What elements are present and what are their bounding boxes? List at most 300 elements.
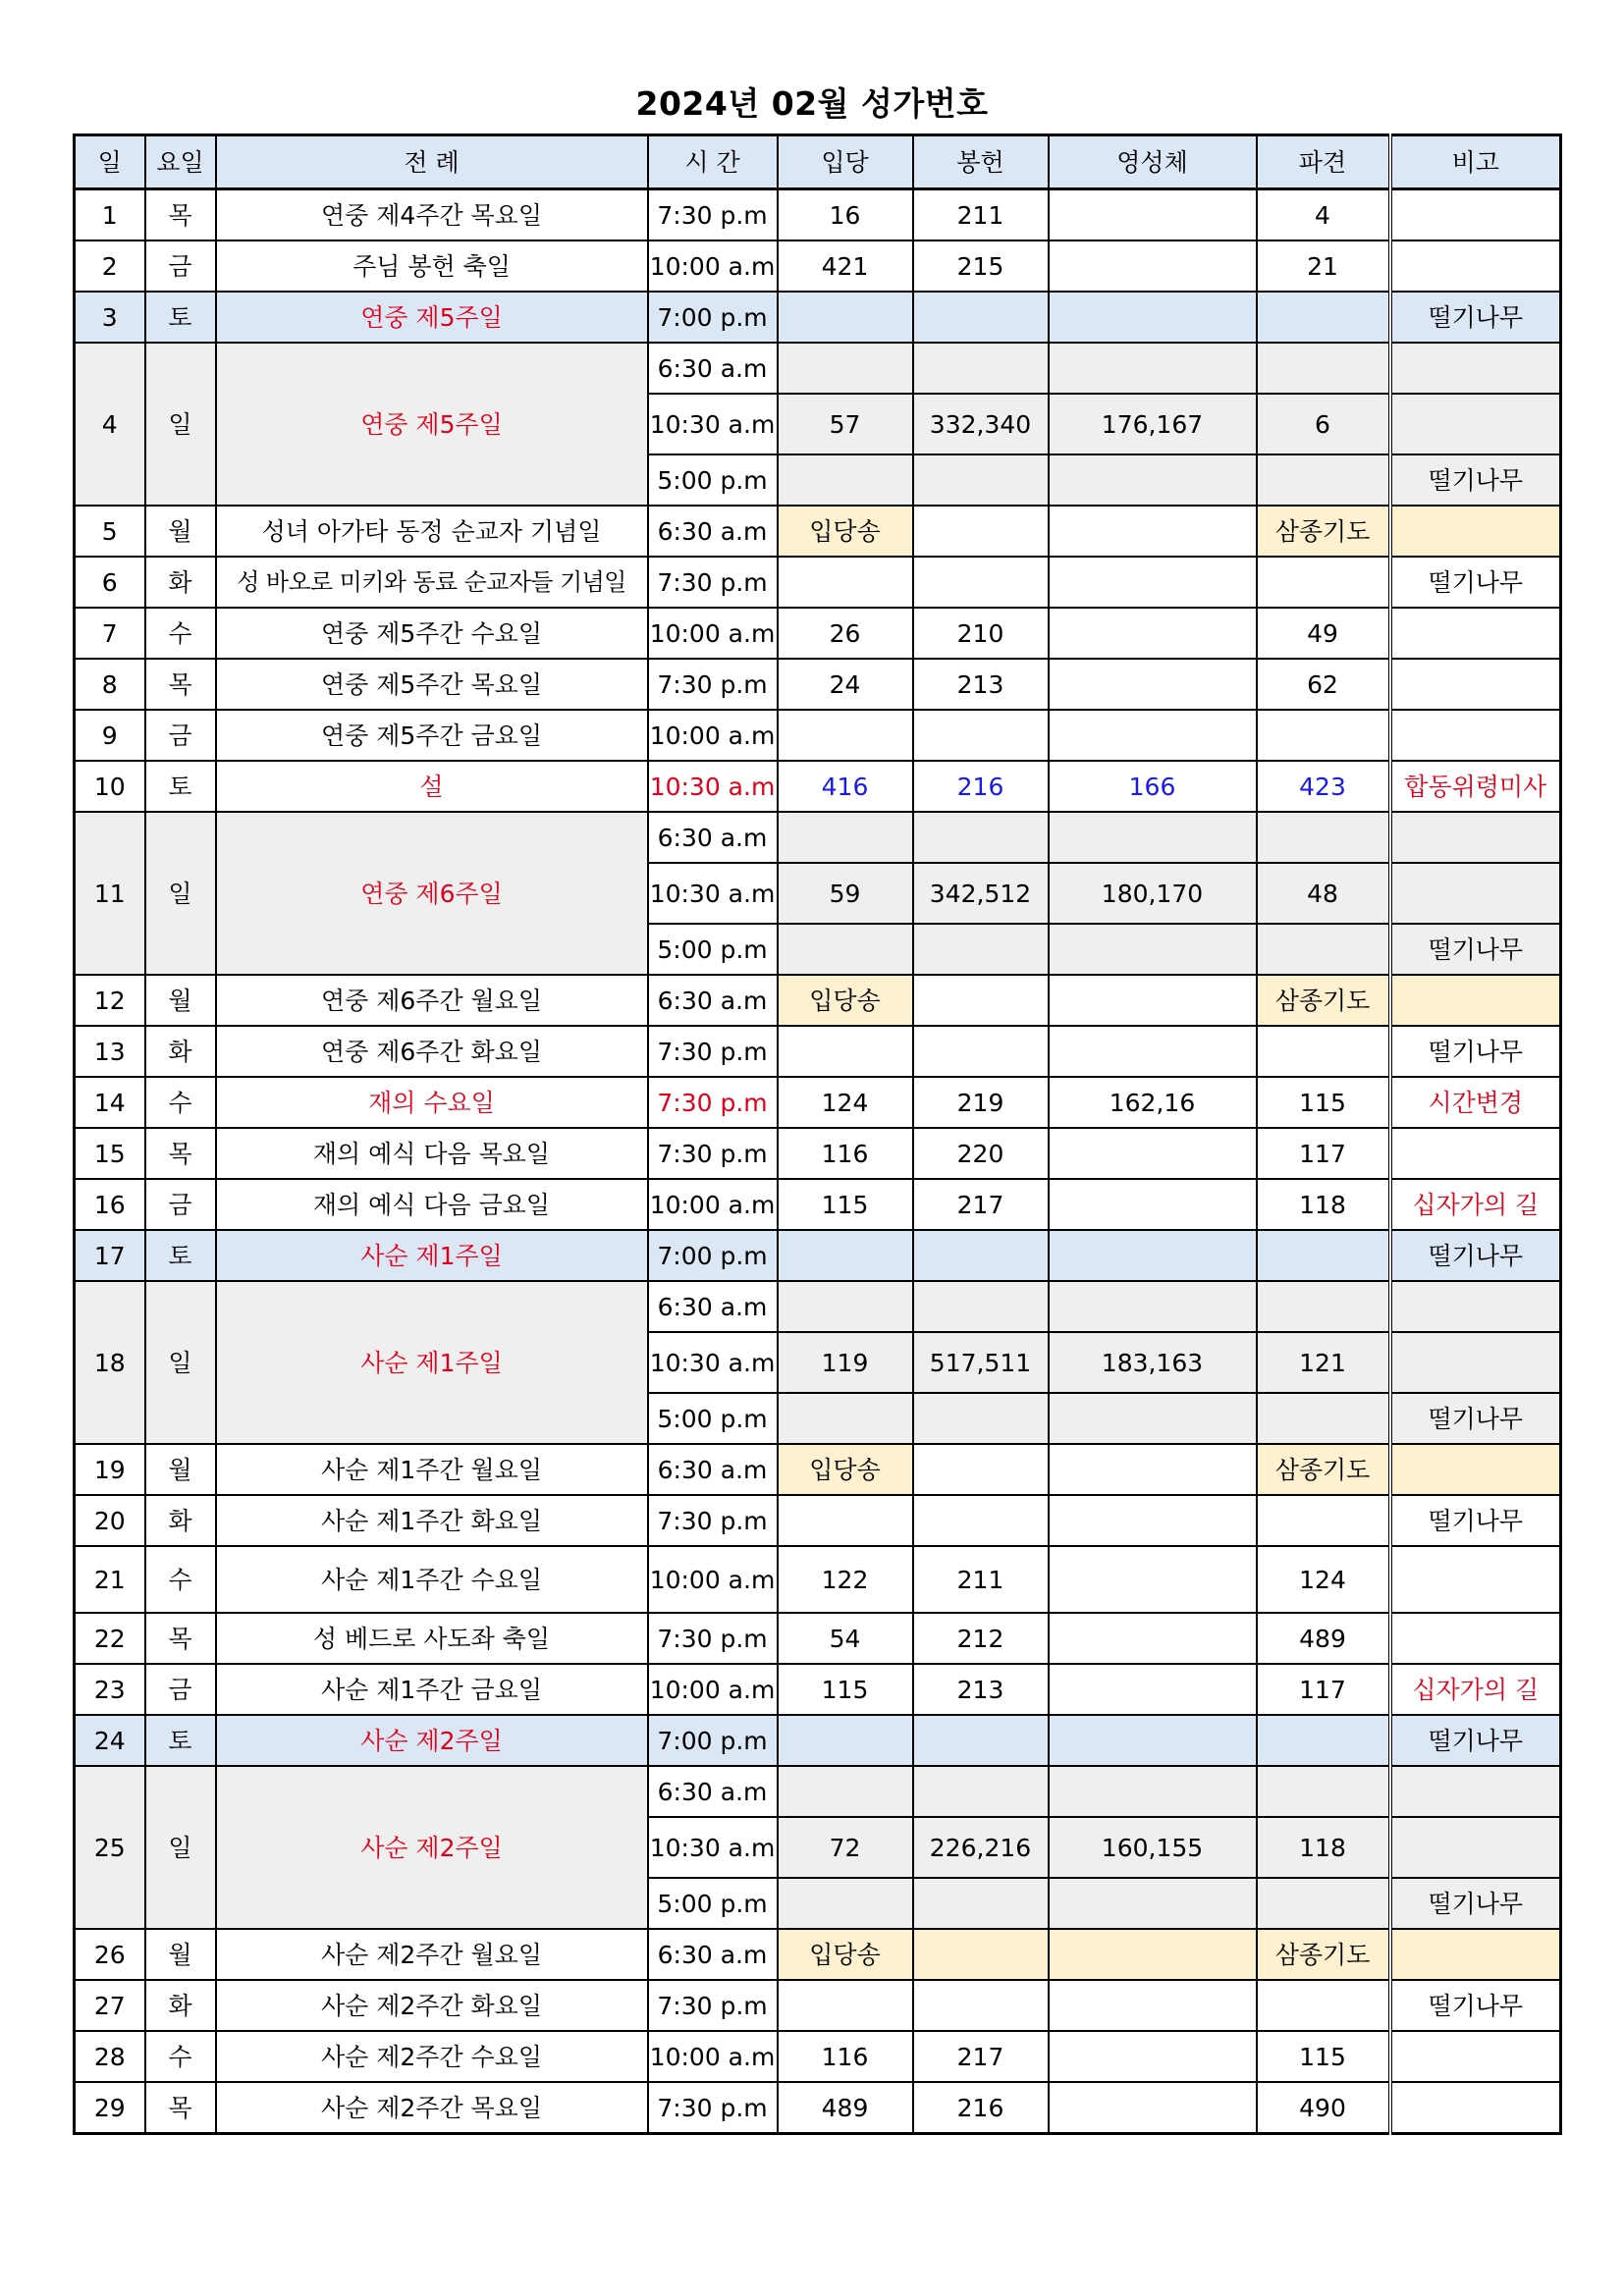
time-cell: 6:30 a.m bbox=[648, 812, 778, 863]
table-row bbox=[75, 812, 1561, 863]
note-cell bbox=[1390, 863, 1561, 924]
day-cell: 4 bbox=[75, 343, 145, 506]
weekday-cell: 금 bbox=[145, 1179, 216, 1230]
liturgy-name-cell: 주님 봉헌 축일 bbox=[216, 240, 648, 292]
time-cell: 7:30 p.m bbox=[648, 1495, 778, 1546]
weekday-cell: 목 bbox=[145, 2082, 216, 2134]
communion-hymn-cell bbox=[1049, 1393, 1257, 1444]
liturgy-name-cell: 성녀 아가타 동정 순교자 기념일 bbox=[216, 506, 648, 557]
offertory-hymn-cell: 215 bbox=[913, 240, 1049, 292]
dismissal-hymn-cell bbox=[1257, 454, 1390, 506]
entrance-hymn-cell: 116 bbox=[778, 2031, 913, 2082]
entrance-hymn-cell: 24 bbox=[778, 659, 913, 710]
time-cell: 6:30 a.m bbox=[648, 1929, 778, 1980]
note-cell: 떨기나무 bbox=[1390, 1026, 1561, 1077]
note-cell: 합동위령미사 bbox=[1390, 761, 1561, 812]
entrance-hymn-cell bbox=[778, 1766, 913, 1817]
liturgy-name-cell: 사순 제1주일 bbox=[216, 1230, 648, 1281]
weekday-cell: 토 bbox=[145, 292, 216, 343]
note-cell bbox=[1390, 2031, 1561, 2082]
offertory-hymn-cell bbox=[913, 343, 1049, 394]
weekday-cell: 수 bbox=[145, 1077, 216, 1128]
note-cell: 떨기나무 bbox=[1390, 1393, 1561, 1444]
time-cell: 7:30 p.m bbox=[648, 1077, 778, 1128]
communion-hymn-cell bbox=[1049, 506, 1257, 557]
communion-hymn-cell bbox=[1049, 240, 1257, 292]
entrance-hymn-cell bbox=[778, 1230, 913, 1281]
liturgy-name-cell: 연중 제5주간 목요일 bbox=[216, 659, 648, 710]
day-cell: 22 bbox=[75, 1613, 145, 1664]
note-cell bbox=[1390, 1766, 1561, 1817]
table-row bbox=[75, 2082, 1561, 2134]
dismissal-hymn-cell bbox=[1257, 1878, 1390, 1929]
table-row bbox=[75, 1444, 1561, 1495]
communion-hymn-cell bbox=[1049, 1546, 1257, 1613]
liturgy-name-cell: 연중 제5주일 bbox=[216, 343, 648, 506]
day-cell: 16 bbox=[75, 1179, 145, 1230]
time-cell: 10:30 a.m bbox=[648, 1817, 778, 1878]
entrance-hymn-cell: 입당송 bbox=[778, 975, 913, 1026]
day-cell: 24 bbox=[75, 1715, 145, 1766]
offertory-hymn-cell bbox=[913, 557, 1049, 608]
liturgy-name-cell: 사순 제2주간 월요일 bbox=[216, 1929, 648, 1980]
weekday-cell: 수 bbox=[145, 1546, 216, 1613]
communion-hymn-cell: 183,163 bbox=[1049, 1332, 1257, 1393]
table-row bbox=[75, 189, 1561, 241]
note-cell bbox=[1390, 1929, 1561, 1980]
offertory-hymn-cell bbox=[913, 924, 1049, 975]
schedule-body bbox=[75, 189, 1561, 2134]
table-row bbox=[75, 1766, 1561, 1817]
offertory-hymn-cell: 217 bbox=[913, 2031, 1049, 2082]
weekday-cell: 토 bbox=[145, 1230, 216, 1281]
weekday-cell: 수 bbox=[145, 2031, 216, 2082]
communion-hymn-cell bbox=[1049, 189, 1257, 241]
dismissal-hymn-cell: 423 bbox=[1257, 761, 1390, 812]
communion-hymn-cell bbox=[1049, 292, 1257, 343]
table-row bbox=[75, 1230, 1561, 1281]
entrance-hymn-cell: 119 bbox=[778, 1332, 913, 1393]
day-cell: 18 bbox=[75, 1281, 145, 1444]
note-cell bbox=[1390, 1128, 1561, 1179]
liturgy-name-cell: 성 바오로 미키와 동료 순교자들 기념일 bbox=[216, 557, 648, 608]
table-row bbox=[75, 1980, 1561, 2031]
table-row bbox=[75, 710, 1561, 761]
note-cell bbox=[1390, 1546, 1561, 1613]
dismissal-hymn-cell: 삼종기도 bbox=[1257, 1929, 1390, 1980]
time-cell: 10:00 a.m bbox=[648, 608, 778, 659]
table-row bbox=[75, 557, 1561, 608]
time-cell: 7:00 p.m bbox=[648, 1715, 778, 1766]
time-cell: 5:00 p.m bbox=[648, 1393, 778, 1444]
entrance-hymn-cell: 입당송 bbox=[778, 1929, 913, 1980]
weekday-cell: 토 bbox=[145, 1715, 216, 1766]
time-cell: 10:30 a.m bbox=[648, 394, 778, 454]
note-cell: 떨기나무 bbox=[1390, 1495, 1561, 1546]
time-cell: 6:30 a.m bbox=[648, 1444, 778, 1495]
entrance-hymn-cell bbox=[778, 1495, 913, 1546]
table-row bbox=[75, 608, 1561, 659]
communion-hymn-cell bbox=[1049, 659, 1257, 710]
day-cell: 28 bbox=[75, 2031, 145, 2082]
entrance-hymn-cell: 416 bbox=[778, 761, 913, 812]
time-cell: 6:30 a.m bbox=[648, 1281, 778, 1332]
entrance-hymn-cell: 입당송 bbox=[778, 1444, 913, 1495]
time-cell: 6:30 a.m bbox=[648, 506, 778, 557]
day-cell: 20 bbox=[75, 1495, 145, 1546]
dismissal-hymn-cell bbox=[1257, 710, 1390, 761]
liturgy-name-cell: 사순 제1주간 수요일 bbox=[216, 1546, 648, 1613]
entrance-hymn-cell bbox=[778, 812, 913, 863]
day-cell: 29 bbox=[75, 2082, 145, 2134]
time-cell: 5:00 p.m bbox=[648, 1878, 778, 1929]
day-cell: 23 bbox=[75, 1664, 145, 1715]
day-cell: 9 bbox=[75, 710, 145, 761]
dismissal-hymn-cell bbox=[1257, 1766, 1390, 1817]
day-cell: 26 bbox=[75, 1929, 145, 1980]
table-row bbox=[75, 2031, 1561, 2082]
communion-hymn-cell bbox=[1049, 2082, 1257, 2134]
weekday-cell: 일 bbox=[145, 343, 216, 506]
offertory-hymn-cell bbox=[913, 1929, 1049, 1980]
time-cell: 7:30 p.m bbox=[648, 1026, 778, 1077]
time-cell: 7:30 p.m bbox=[648, 1980, 778, 2031]
liturgy-name-cell: 연중 제5주간 수요일 bbox=[216, 608, 648, 659]
dismissal-hymn-cell: 삼종기도 bbox=[1257, 975, 1390, 1026]
weekday-cell: 월 bbox=[145, 975, 216, 1026]
liturgy-name-cell: 재의 예식 다음 금요일 bbox=[216, 1179, 648, 1230]
time-cell: 10:30 a.m bbox=[648, 863, 778, 924]
liturgy-name-cell: 사순 제2주일 bbox=[216, 1766, 648, 1929]
entrance-hymn-cell bbox=[778, 1980, 913, 2031]
dismissal-hymn-cell bbox=[1257, 1230, 1390, 1281]
entrance-hymn-cell bbox=[778, 924, 913, 975]
table-row bbox=[75, 1495, 1561, 1546]
weekday-cell: 월 bbox=[145, 1444, 216, 1495]
dismissal-hymn-cell: 117 bbox=[1257, 1128, 1390, 1179]
header-day: 일 bbox=[75, 135, 145, 189]
dismissal-hymn-cell bbox=[1257, 292, 1390, 343]
entrance-hymn-cell: 54 bbox=[778, 1613, 913, 1664]
time-cell: 10:00 a.m bbox=[648, 1664, 778, 1715]
liturgy-name-cell: 연중 제6주간 화요일 bbox=[216, 1026, 648, 1077]
weekday-cell: 목 bbox=[145, 1613, 216, 1664]
offertory-hymn-cell: 226,216 bbox=[913, 1817, 1049, 1878]
time-cell: 10:30 a.m bbox=[648, 761, 778, 812]
time-cell: 7:30 p.m bbox=[648, 189, 778, 241]
table-row bbox=[75, 506, 1561, 557]
note-cell bbox=[1390, 240, 1561, 292]
communion-hymn-cell bbox=[1049, 1281, 1257, 1332]
offertory-hymn-cell: 213 bbox=[913, 1664, 1049, 1715]
offertory-hymn-cell bbox=[913, 454, 1049, 506]
note-cell bbox=[1390, 189, 1561, 241]
day-cell: 17 bbox=[75, 1230, 145, 1281]
note-cell: 떨기나무 bbox=[1390, 557, 1561, 608]
note-cell: 십자가의 길 bbox=[1390, 1664, 1561, 1715]
time-cell: 7:30 p.m bbox=[648, 2082, 778, 2134]
communion-hymn-cell: 162,16 bbox=[1049, 1077, 1257, 1128]
day-cell: 8 bbox=[75, 659, 145, 710]
table-row bbox=[75, 1179, 1561, 1230]
offertory-hymn-cell: 217 bbox=[913, 1179, 1049, 1230]
communion-hymn-cell: 176,167 bbox=[1049, 394, 1257, 454]
offertory-hymn-cell bbox=[913, 1026, 1049, 1077]
offertory-hymn-cell: 332,340 bbox=[913, 394, 1049, 454]
note-cell bbox=[1390, 394, 1561, 454]
time-cell: 6:30 a.m bbox=[648, 975, 778, 1026]
note-cell bbox=[1390, 506, 1561, 557]
liturgy-name-cell: 재의 예식 다음 목요일 bbox=[216, 1128, 648, 1179]
communion-hymn-cell bbox=[1049, 1230, 1257, 1281]
offertory-hymn-cell bbox=[913, 1878, 1049, 1929]
note-cell bbox=[1390, 1613, 1561, 1664]
entrance-hymn-cell: 16 bbox=[778, 189, 913, 241]
note-cell bbox=[1390, 608, 1561, 659]
communion-hymn-cell bbox=[1049, 343, 1257, 394]
dismissal-hymn-cell: 62 bbox=[1257, 659, 1390, 710]
communion-hymn-cell bbox=[1049, 924, 1257, 975]
entrance-hymn-cell: 116 bbox=[778, 1128, 913, 1179]
offertory-hymn-cell: 213 bbox=[913, 659, 1049, 710]
communion-hymn-cell bbox=[1049, 1766, 1257, 1817]
note-cell bbox=[1390, 659, 1561, 710]
liturgy-name-cell: 사순 제1주간 화요일 bbox=[216, 1495, 648, 1546]
offertory-hymn-cell bbox=[913, 506, 1049, 557]
header-dismissal: 파견 bbox=[1257, 135, 1390, 189]
offertory-hymn-cell bbox=[913, 1281, 1049, 1332]
communion-hymn-cell bbox=[1049, 1179, 1257, 1230]
dismissal-hymn-cell bbox=[1257, 924, 1390, 975]
liturgy-name-cell: 사순 제1주간 금요일 bbox=[216, 1664, 648, 1715]
note-cell bbox=[1390, 1817, 1561, 1878]
dismissal-hymn-cell: 117 bbox=[1257, 1664, 1390, 1715]
table-row bbox=[75, 659, 1561, 710]
liturgy-name-cell: 연중 제4주간 목요일 bbox=[216, 189, 648, 241]
header-time: 시 간 bbox=[648, 135, 778, 189]
table-row bbox=[75, 292, 1561, 343]
time-cell: 5:00 p.m bbox=[648, 924, 778, 975]
dismissal-hymn-cell: 124 bbox=[1257, 1546, 1390, 1613]
note-cell: 떨기나무 bbox=[1390, 924, 1561, 975]
communion-hymn-cell bbox=[1049, 608, 1257, 659]
communion-hymn-cell bbox=[1049, 1495, 1257, 1546]
weekday-cell: 목 bbox=[145, 189, 216, 241]
dismissal-hymn-cell bbox=[1257, 1393, 1390, 1444]
communion-hymn-cell bbox=[1049, 1715, 1257, 1766]
dismissal-hymn-cell: 490 bbox=[1257, 2082, 1390, 2134]
weekday-cell: 일 bbox=[145, 1281, 216, 1444]
day-cell: 19 bbox=[75, 1444, 145, 1495]
entrance-hymn-cell: 489 bbox=[778, 2082, 913, 2134]
communion-hymn-cell bbox=[1049, 1878, 1257, 1929]
note-cell: 떨기나무 bbox=[1390, 1878, 1561, 1929]
table-row bbox=[75, 975, 1561, 1026]
weekday-cell: 화 bbox=[145, 1026, 216, 1077]
dismissal-hymn-cell bbox=[1257, 343, 1390, 394]
liturgy-name-cell: 사순 제2주간 화요일 bbox=[216, 1980, 648, 2031]
liturgy-name-cell: 사순 제2주간 목요일 bbox=[216, 2082, 648, 2134]
liturgy-name-cell: 연중 제6주일 bbox=[216, 812, 648, 975]
header-note: 비고 bbox=[1390, 135, 1561, 189]
offertory-hymn-cell: 211 bbox=[913, 189, 1049, 241]
offertory-hymn-cell bbox=[913, 292, 1049, 343]
time-cell: 10:00 a.m bbox=[648, 2031, 778, 2082]
time-cell: 6:30 a.m bbox=[648, 343, 778, 394]
time-cell: 7:00 p.m bbox=[648, 1230, 778, 1281]
liturgy-name-cell: 사순 제1주일 bbox=[216, 1281, 648, 1444]
table-row bbox=[75, 1715, 1561, 1766]
offertory-hymn-cell bbox=[913, 1444, 1049, 1495]
table-row bbox=[75, 240, 1561, 292]
entrance-hymn-cell: 59 bbox=[778, 863, 913, 924]
weekday-cell: 수 bbox=[145, 608, 216, 659]
dismissal-hymn-cell bbox=[1257, 1281, 1390, 1332]
note-cell bbox=[1390, 975, 1561, 1026]
dismissal-hymn-cell: 삼종기도 bbox=[1257, 506, 1390, 557]
weekday-cell: 화 bbox=[145, 1980, 216, 2031]
day-cell: 14 bbox=[75, 1077, 145, 1128]
weekday-cell: 화 bbox=[145, 557, 216, 608]
liturgy-name-cell: 사순 제2주간 수요일 bbox=[216, 2031, 648, 2082]
dismissal-hymn-cell: 115 bbox=[1257, 2031, 1390, 2082]
communion-hymn-cell bbox=[1049, 975, 1257, 1026]
dismissal-hymn-cell bbox=[1257, 1026, 1390, 1077]
entrance-hymn-cell bbox=[778, 1878, 913, 1929]
liturgy-name-cell: 연중 제6주간 월요일 bbox=[216, 975, 648, 1026]
dismissal-hymn-cell: 489 bbox=[1257, 1613, 1390, 1664]
day-cell: 10 bbox=[75, 761, 145, 812]
note-cell bbox=[1390, 710, 1561, 761]
time-cell: 7:30 p.m bbox=[648, 557, 778, 608]
dismissal-hymn-cell: 48 bbox=[1257, 863, 1390, 924]
communion-hymn-cell bbox=[1049, 1929, 1257, 1980]
entrance-hymn-cell bbox=[778, 343, 913, 394]
time-cell: 5:00 p.m bbox=[648, 454, 778, 506]
time-cell: 10:00 a.m bbox=[648, 1546, 778, 1613]
dismissal-hymn-cell: 118 bbox=[1257, 1817, 1390, 1878]
weekday-cell: 일 bbox=[145, 1766, 216, 1929]
weekday-cell: 목 bbox=[145, 1128, 216, 1179]
liturgy-name-cell: 연중 제5주간 금요일 bbox=[216, 710, 648, 761]
day-cell: 7 bbox=[75, 608, 145, 659]
weekday-cell: 일 bbox=[145, 812, 216, 975]
offertory-hymn-cell: 216 bbox=[913, 761, 1049, 812]
weekday-cell: 목 bbox=[145, 659, 216, 710]
day-cell: 15 bbox=[75, 1128, 145, 1179]
entrance-hymn-cell bbox=[778, 1715, 913, 1766]
dismissal-hymn-cell: 115 bbox=[1257, 1077, 1390, 1128]
day-cell: 21 bbox=[75, 1546, 145, 1613]
day-cell: 3 bbox=[75, 292, 145, 343]
dismissal-hymn-cell bbox=[1257, 812, 1390, 863]
note-cell bbox=[1390, 1281, 1561, 1332]
dismissal-hymn-cell: 49 bbox=[1257, 608, 1390, 659]
weekday-cell: 화 bbox=[145, 1495, 216, 1546]
page-title: 2024년 02월 성가번호 bbox=[635, 84, 989, 123]
dismissal-hymn-cell bbox=[1257, 1495, 1390, 1546]
liturgy-name-cell: 설 bbox=[216, 761, 648, 812]
table-row bbox=[75, 1077, 1561, 1128]
header-weekday: 요일 bbox=[145, 135, 216, 189]
time-cell: 6:30 a.m bbox=[648, 1766, 778, 1817]
communion-hymn-cell bbox=[1049, 1664, 1257, 1715]
time-cell: 7:00 p.m bbox=[648, 292, 778, 343]
entrance-hymn-cell bbox=[778, 557, 913, 608]
table-row bbox=[75, 343, 1561, 394]
day-cell: 5 bbox=[75, 506, 145, 557]
day-cell: 1 bbox=[75, 189, 145, 241]
table-row bbox=[75, 1929, 1561, 1980]
offertory-hymn-cell bbox=[913, 812, 1049, 863]
table-row bbox=[75, 1026, 1561, 1077]
communion-hymn-cell bbox=[1049, 557, 1257, 608]
table-row bbox=[75, 761, 1561, 812]
day-cell: 25 bbox=[75, 1766, 145, 1929]
day-cell: 13 bbox=[75, 1026, 145, 1077]
entrance-hymn-cell: 122 bbox=[778, 1546, 913, 1613]
day-cell: 6 bbox=[75, 557, 145, 608]
hymn-schedule-table bbox=[73, 133, 1562, 2135]
liturgy-name-cell: 성 베드로 사도좌 축일 bbox=[216, 1613, 648, 1664]
time-cell: 7:30 p.m bbox=[648, 1613, 778, 1664]
dismissal-hymn-cell: 121 bbox=[1257, 1332, 1390, 1393]
liturgy-name-cell: 사순 제2주일 bbox=[216, 1715, 648, 1766]
communion-hymn-cell bbox=[1049, 1980, 1257, 2031]
header-row bbox=[75, 135, 1561, 189]
entrance-hymn-cell: 115 bbox=[778, 1179, 913, 1230]
time-cell: 10:00 a.m bbox=[648, 710, 778, 761]
time-cell: 7:30 p.m bbox=[648, 1128, 778, 1179]
communion-hymn-cell bbox=[1049, 1444, 1257, 1495]
dismissal-hymn-cell: 118 bbox=[1257, 1179, 1390, 1230]
communion-hymn-cell bbox=[1049, 454, 1257, 506]
entrance-hymn-cell: 72 bbox=[778, 1817, 913, 1878]
entrance-hymn-cell bbox=[778, 1026, 913, 1077]
dismissal-hymn-cell bbox=[1257, 1715, 1390, 1766]
note-cell bbox=[1390, 343, 1561, 394]
offertory-hymn-cell: 219 bbox=[913, 1077, 1049, 1128]
note-cell bbox=[1390, 2082, 1561, 2134]
weekday-cell: 금 bbox=[145, 710, 216, 761]
note-cell: 떨기나무 bbox=[1390, 292, 1561, 343]
entrance-hymn-cell bbox=[778, 710, 913, 761]
day-cell: 12 bbox=[75, 975, 145, 1026]
weekday-cell: 월 bbox=[145, 506, 216, 557]
offertory-hymn-cell: 212 bbox=[913, 1613, 1049, 1664]
entrance-hymn-cell bbox=[778, 1393, 913, 1444]
offertory-hymn-cell bbox=[913, 1230, 1049, 1281]
header-communion: 영성체 bbox=[1049, 135, 1257, 189]
entrance-hymn-cell: 124 bbox=[778, 1077, 913, 1128]
entrance-hymn-cell: 입당송 bbox=[778, 506, 913, 557]
day-cell: 2 bbox=[75, 240, 145, 292]
header-offertory: 봉헌 bbox=[913, 135, 1049, 189]
table-row bbox=[75, 1281, 1561, 1332]
entrance-hymn-cell: 421 bbox=[778, 240, 913, 292]
communion-hymn-cell: 160,155 bbox=[1049, 1817, 1257, 1878]
offertory-hymn-cell: 216 bbox=[913, 2082, 1049, 2134]
dismissal-hymn-cell bbox=[1257, 557, 1390, 608]
note-cell: 떨기나무 bbox=[1390, 1715, 1561, 1766]
entrance-hymn-cell: 26 bbox=[778, 608, 913, 659]
offertory-hymn-cell: 211 bbox=[913, 1546, 1049, 1613]
table-row bbox=[75, 1664, 1561, 1715]
communion-hymn-cell: 166 bbox=[1049, 761, 1257, 812]
time-cell: 10:30 a.m bbox=[648, 1332, 778, 1393]
offertory-hymn-cell: 342,512 bbox=[913, 863, 1049, 924]
communion-hymn-cell bbox=[1049, 1613, 1257, 1664]
